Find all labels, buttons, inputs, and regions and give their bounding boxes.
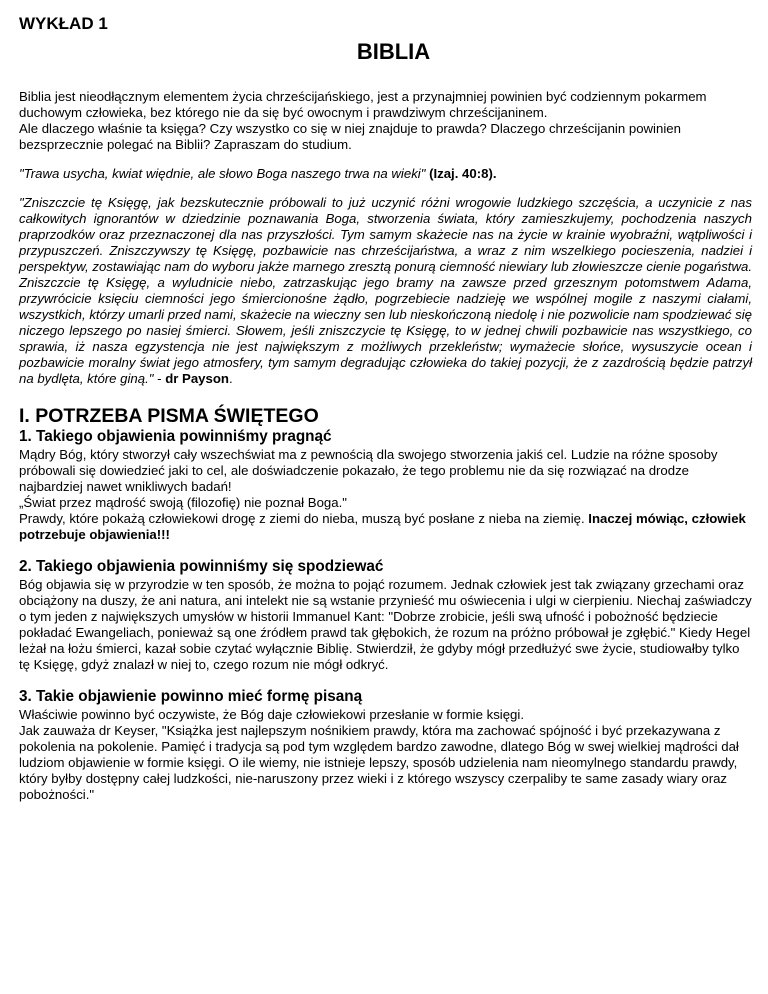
intro-paragraph-1: Biblia jest nieodłącznym elementem życia chrześcijańskiego, jest a przynajmniej powinien być codziennym pokarmem duchowym człowieka, bez którego nie da się być owocnym i prawdziwym chrześcijaninem. bbox=[19, 89, 707, 120]
lecture-label: WYKŁAD 1 bbox=[19, 14, 108, 33]
payson-quote-text: "Zniszczcie tę Księgę, jak bezskutecznie próbowali to już uczynić różni wrogowie ludzkiego szczęścia, a uczynicie z nas całkowitych ignorantów w dziedzinie poznawania Boga, stworzenia świata, który zamieszkujemy, pochodzenia naszych praprzodków oraz przeznaczonej dla nas przyszłości. Tym samym skażecie nas na życie w krainie wyobraźni, wątpliwości i przypuszczeń. Zniszczywszy tę Księgę, pozbawicie nas chrześcijaństwa, a wraz z nim wszelkiego pocieszenia, nadziei i perspektyw, zostawiając nam do wyboru jakże marnego zresztą ponurą ciemność niewiary lub złowieszcze cienie pogaństwa. Zniszczcie tę Księgę, a wyludnicie niebo, zatrzaskując jego bramy na zawsze przed grzesznym potomstwem Adama, przywrócicie księciu ciemności jego śmiercionośne żądło, pogrzebiecie nadzieję we wspólnej mogile z naszymi ciałami, wszystkich, którzy umarli przed nami, skażecie na wieczny sen lub nieskończoną niedolę i nie pozwolicie nam spodziewać się niczego lepszego po nasiej śmierci. Słowem, jeśli zniszczycie tę Księgę, to w jednej chwili pozbawicie nas wszystkiego, co sprawia, iż nasza egzystencja nie jest największym z możliwych przekleństw; wymażecie słońce, wysuszycie ocean i pozbawicie moralny świat jego atmosfery, tym samym degradując człowieka do takiej pozycji, że z zazdrością będzie patrzył na bydlęta, które giną." bbox=[19, 195, 752, 386]
section-heading: I. POTRZEBA PISMA ŚWIĘTEGO bbox=[19, 405, 319, 427]
subsection-1-conclusion-text: Prawdy, które pokażą człowiekowi drogę z ziemi do nieba, muszą być posłane z nieba na ziemię. bbox=[19, 511, 589, 526]
subsection-1-conclusion-bold: Inaczej mówiąc, człowiek potrzebuje objawienia!!! bbox=[19, 511, 746, 542]
scripture-reference: (Izaj. 40:8). bbox=[425, 166, 497, 181]
subsection-1-heading: 1. Takiego objawienia powinniśmy pragnąć bbox=[19, 428, 332, 445]
scripture-quote-text: "Trawa usycha, kwiat więdnie, ale słowo Boga naszego trwa na wieki" bbox=[19, 166, 426, 181]
quote-end: . bbox=[228, 371, 233, 386]
quote-dash: - bbox=[153, 371, 166, 386]
quote-author: dr Payson bbox=[165, 371, 229, 386]
subsection-3-paragraph-1: Właściwie powinno być oczywiste, że Bóg daje człowiekowi przesłanie w formie księgi. bbox=[19, 707, 524, 722]
subsection-1-paragraph-3 bbox=[19, 511, 752, 543]
scripture-quote bbox=[19, 166, 752, 182]
subsection-1-paragraph-2: „Świat przez mądrość swoją (filozofię) nie poznał Boga." bbox=[19, 495, 347, 510]
subsection-3-paragraph-2: Jak zauważa dr Keyser, "Książka jest najlepszym nośnikiem prawdy, która ma zachować spójność i być przekazywana z pokolenia na pokolenie. Pamięć i tradycja są pod tym względem bardzo zawodne, dlatego Bóg w swej wielkiej mądrości dał ludziom objawienie w formie księgi. O ile wiemy, nie istnieje lepszy, sposób udzielenia nam nieomylnego standardu prawdy, który byłby dostępny całej ludzkości, nie-naruszony przez wieki i z którego wszyscy czerpaliby te same zasady wiary oraz pobożności." bbox=[19, 723, 739, 802]
intro-paragraph-2: Ale dlaczego właśnie ta księga? Czy wszystko co się w niej znajduje to prawda? Dlaczego chrześcijanin powinien bezsprzecznie polegać na Biblii? Zapraszam do studium. bbox=[19, 121, 681, 152]
payson-quote bbox=[19, 195, 752, 387]
subsection-2-heading: 2. Takiego objawienia powinniśmy się spodziewać bbox=[19, 558, 384, 575]
document-page bbox=[19, 14, 752, 803]
subsection-1-paragraph-1: Mądry Bóg, który stworzył cały wszechświat ma z pewnością dla swojego stworzenia jakiś cel. Ludzie na różne sposoby próbowali się dowiedzieć jaki to cel, ale doświadczenie pokazało, że tego problemu nie da się rozwiązać na drodze najbardziej nawet wnikliwych badań! bbox=[19, 447, 718, 494]
subsection-2-paragraph: Bóg objawia się w przyrodzie w ten sposób, że można to pojąć rozumem. Jednak człowiek jest tak związany grzechami oraz obciążony na duszy, że ani natura, ani intelekt nie są wstanie przynieść mu oświecenia i ulgi w cierpieniu. Niechaj zaświadczy o tym jeden z największych umysłów w historii Immanuel Kant: "Dobrze zrobicie, jeśli swą ufność i pobożność będziecie pokładać Ewangeliach, ponieważ są one źródłem prawd tak głębokich, że rozum na próżno próbował je zgłębić." Kiedy Hegel leżał na łożu śmierci, kazał sobie czytać wyłącznie Biblię. Stwierdził, że gdyby mógł przedłużyć swe życie, studiowałby tylko tę Księgę, gdyż znalazł w niej to, czego rozum nie mógł odkryć. bbox=[19, 577, 752, 672]
document-title: BIBLIA bbox=[356, 39, 431, 64]
subsection-3-heading: 3. Takie objawienie powinno mieć formę pisaną bbox=[19, 688, 363, 705]
